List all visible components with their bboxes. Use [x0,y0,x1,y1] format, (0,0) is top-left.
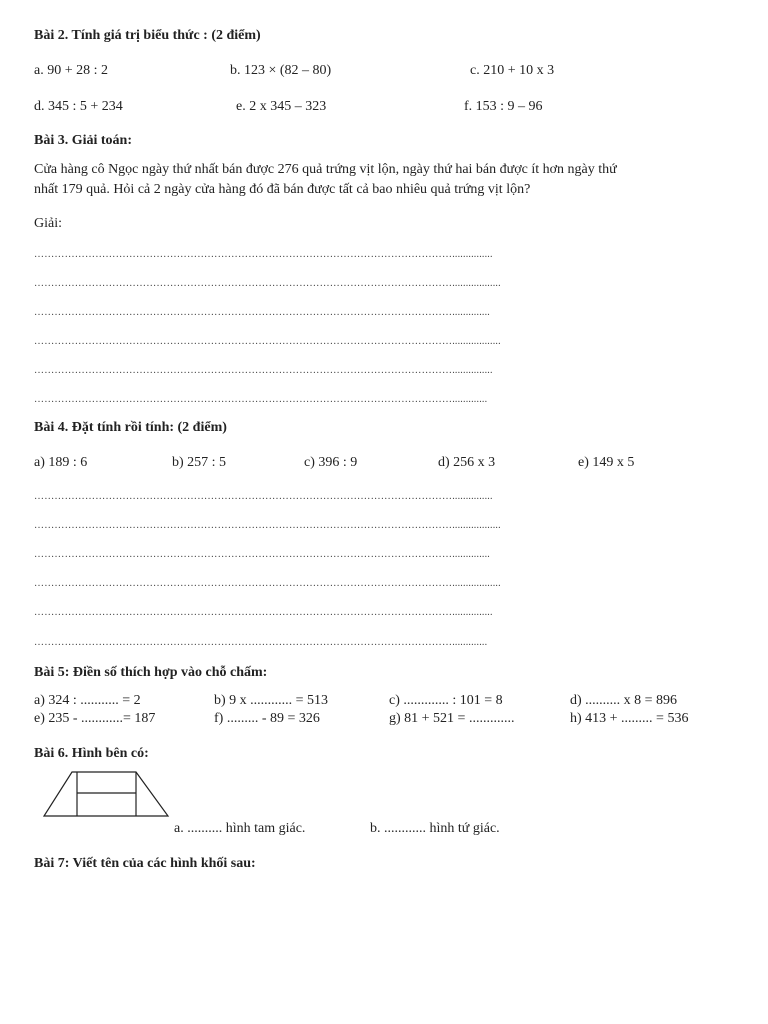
bai4-answer-line: ……………………………………………………………………………………………………………............. [34,637,488,648]
bai4-answer-line: ……………………………………………………………………………………………………………............... [34,607,493,618]
bai5-item-f: f) ......... - 89 = 326 [214,711,320,726]
bai3-heading: Bài 3. Giải toán: [34,133,133,148]
bai3-problem-line1: Cửa hàng cô Ngọc ngày thứ nhất bán được 276 quả trứng vịt lộn, ngày thứ hai bán được ít hơn ngày thứ [34,162,617,177]
bai2-item-c: c. 210 + 10 x 3 [470,63,555,78]
bai3-answer-line: ……………………………………………………………………………………………………………............... [34,365,493,376]
bai4-item-d: d) 256 x 3 [438,455,496,470]
trapezoid-figure [40,768,180,820]
bai2-item-a: a. 90 + 28 : 2 [34,63,108,78]
bai5-item-d: d) .......... x 8 = 896 [570,693,678,708]
bai6-answer-b: b. ............ hình tứ giác. [370,821,500,836]
bai4-item-a: a) 189 : 6 [34,455,88,470]
bai5-item-g: g) 81 + 521 = ............. [389,711,515,726]
bai3-giai-label: Giải: [34,216,62,231]
bai3-problem-line2: nhất 179 quả. Hỏi cả 2 ngày cửa hàng đó đã bán được tất cả bao nhiêu quả trứng vịt lộn? [34,182,531,197]
bai2-heading: Bài 2. Tính giá trị biểu thức : (2 điểm) [34,28,261,43]
bai4-answer-line: …………………………………………………………………………………………………………….............. [34,549,490,560]
bai3-answer-line: ……………………………………………………………………………………………………………............... [34,249,493,260]
bai3-answer-line: …………………………………………………………………………………………………………….............. [34,307,490,318]
bai2-item-f: f. 153 : 9 – 96 [464,99,543,114]
bai3-answer-line: …………………………………………………………………………………………………………….................. [34,336,501,347]
bai2-item-b: b. 123 × (82 – 80) [230,63,332,78]
bai5-item-h: h) 413 + ......... = 536 [570,711,689,726]
bai7-heading: Bài 7: Viết tên của các hình khối sau: [34,856,256,871]
bai4-answer-line: …………………………………………………………………………………………………………….................. [34,520,501,531]
bai2-item-d: d. 345 : 5 + 234 [34,99,123,114]
bai6-heading: Bài 6. Hình bên có: [34,746,149,761]
bai2-item-e: e. 2 x 345 – 323 [236,99,327,114]
bai4-heading: Bài 4. Đặt tính rồi tính: (2 điểm) [34,420,227,435]
bai4-item-c: c) 396 : 9 [304,455,358,470]
bai3-answer-line: …………………………………………………………………………………………………………….................. [34,278,501,289]
bai4-item-b: b) 257 : 5 [172,455,227,470]
bai6-answer-a: a. .......... hình tam giác. [174,821,306,836]
trapezoid-outline [44,772,168,816]
bai5-item-e: e) 235 - ............= 187 [34,711,156,726]
bai5-item-b: b) 9 x ............ = 513 [214,693,329,708]
bai4-answer-line: ……………………………………………………………………………………………………………............... [34,491,493,502]
bai4-answer-line: …………………………………………………………………………………………………………….................. [34,578,501,589]
bai4-item-e: e) 149 x 5 [578,455,635,470]
bai5-heading: Bài 5: Điền số thích hợp vào chỗ chấm: [34,665,268,680]
bai5-item-c: c) ............. : 101 = 8 [389,693,503,708]
bai3-answer-line: ……………………………………………………………………………………………………………............. [34,394,488,405]
bai5-item-a: a) 324 : ........... = 2 [34,693,141,708]
